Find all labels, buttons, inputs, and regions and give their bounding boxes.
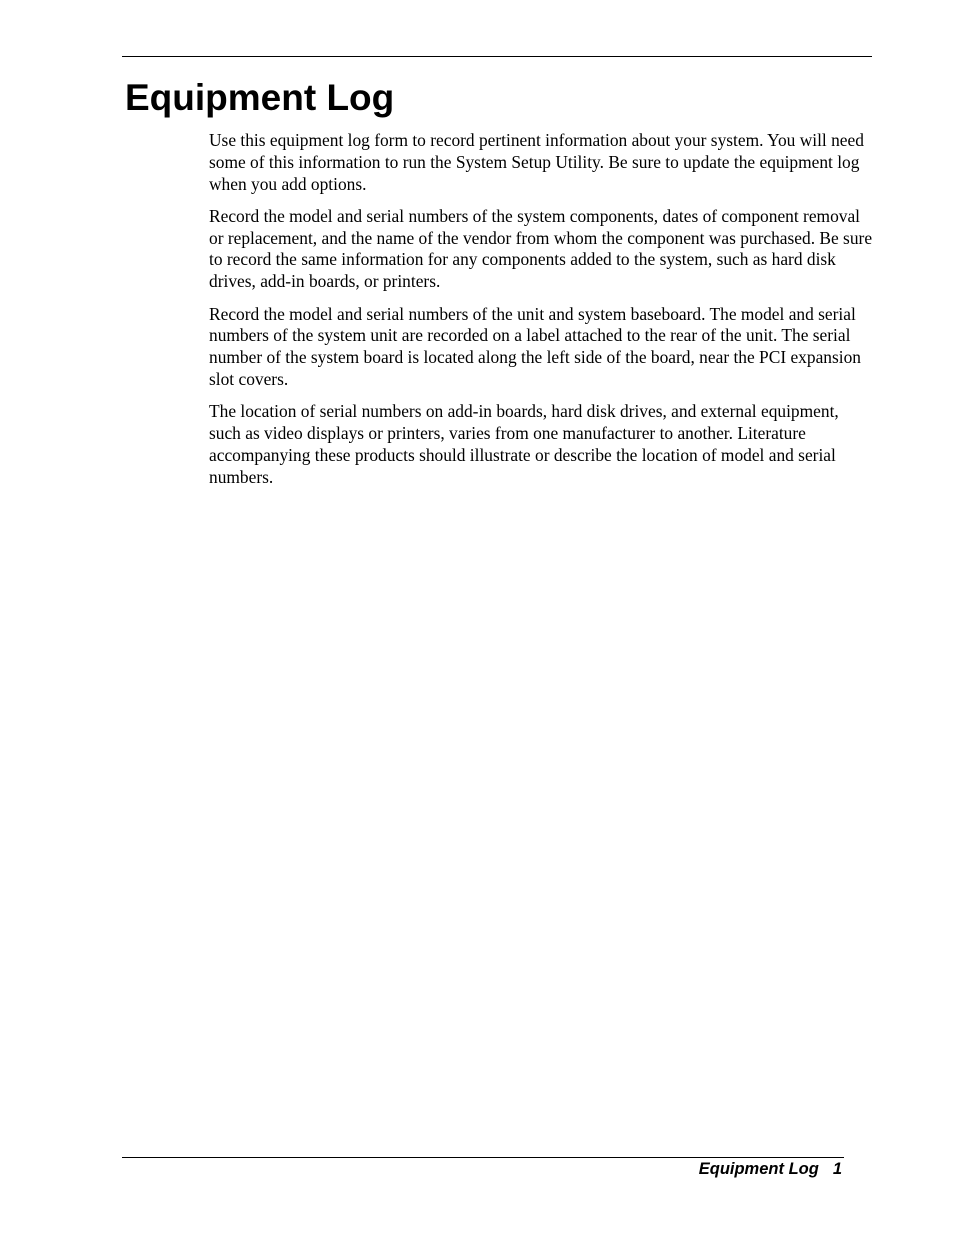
paragraph-components: Record the model and serial numbers of the system components, dates of component removal or replacement, and the name of the vendor from whom the component was purchased. Be sure to record the same information for any components added to the system, such as hard disk drives, add-in boards, or printers. — [209, 205, 873, 292]
footer-section-title: Equipment Log — [698, 1160, 819, 1178]
page-number: 1 — [832, 1160, 842, 1178]
page-title: Equipment Log — [125, 77, 395, 118]
paragraph-serial-locations: The location of serial numbers on add-in boards, hard disk drives, and external equipment, such as video displays or printers, varies from one manufacturer to another. Literature accompanying these products should illustrate or describe the location of model and serial numbers. — [209, 401, 839, 487]
paragraph-baseboard: Record the model and serial numbers of the unit and system baseboard. The model and serial numbers of the system unit are recorded on a label attached to the rear of the unit. The serial number of the system board is located along the left side of the board, near the PCI expansion slot covers. — [209, 303, 861, 389]
body-text — [209, 130, 873, 499]
header-rule — [122, 56, 872, 57]
page-footer — [699, 1158, 842, 1180]
paragraph-intro: Use this equipment log form to record pertinent information about your system. You will need some of this information to run the System Setup Utility. Be sure to update the equipment log when you add options. — [209, 130, 864, 194]
